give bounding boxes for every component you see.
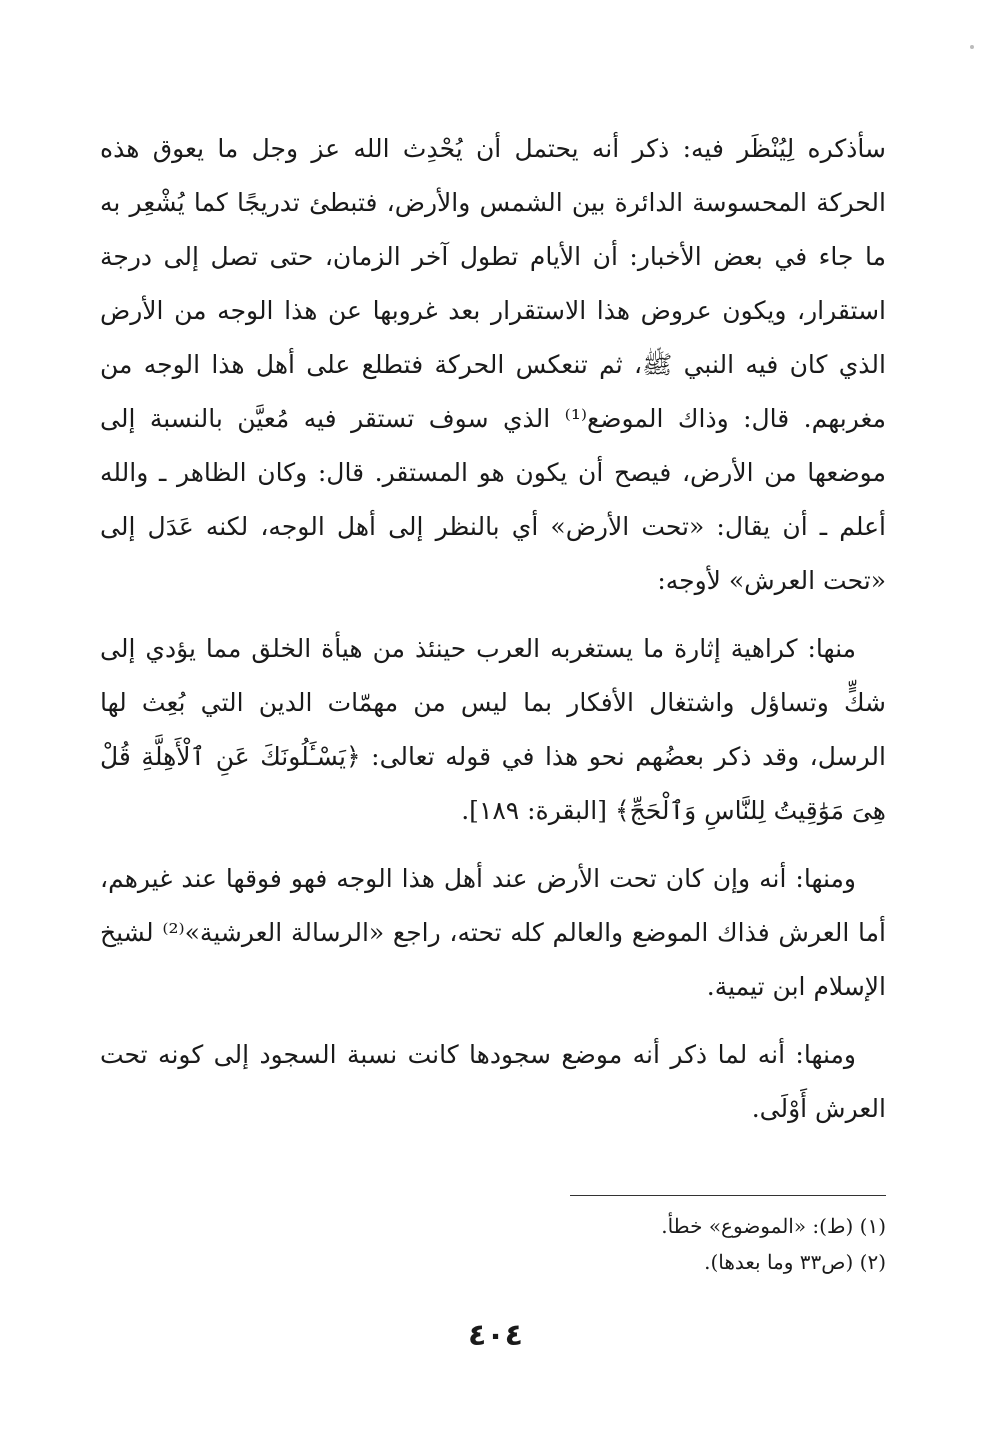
- footnote: (١) (ط): «الموضوع» خطأ.: [661, 1214, 886, 1238]
- paragraph: سأذكره لِيُنْظَر فيه: ذكر أنه يحتمل أن يُحْدِث الله عز وجل ما يعوق هذه الحركة المحسوسة الدائرة بين الشمس والأرض، فتبطئ تدريجًا كما يُشْعِر به ما جاء في بعض الأخبار: أن الأيام تطول آخر الزمان، حتى تصل إلى درجة استقرار، ويكون عروض هذا الاستقرار بعد غروبها عن هذا الوجه من الأرض الذي كان فيه النبي ﷺ، ثم تنعكس الحركة فتطلع على أهل هذا الوجه من مغربهم. قال: وذاك الموضع⁽¹⁾ الذي سوف تستقر فيه مُعيَّن بالنسبة إلى موضعها من الأرض، فيصح أن يكون هو المستقر. قال: وكان الظاهر ـ والله أعلم ـ أن يقال: «تحت الأرض» أي بالنظر إلى أهل الوجه، لكنه عَدَل إلى «تحت العرش» لأوجه:: [100, 134, 886, 595]
- main-text: [100, 122, 886, 1136]
- scan-speck: [970, 45, 974, 49]
- paragraph: ومنها: أنه لما ذكر أنه موضع سجودها كانت نسبة السجود إلى كونه تحت العرش أَوْلَى.: [100, 1040, 886, 1123]
- footnote: (٢) (ص٣٣ وما بعدها).: [704, 1250, 886, 1274]
- footnotes: [500, 1208, 886, 1280]
- page-number: ٤٠٤: [468, 1318, 523, 1353]
- paragraph: ومنها: أنه وإن كان تحت الأرض عند أهل هذا الوجه فهو فوقها عند غيرهم، أما العرش فذاك الموضع والعالم كله تحته، راجع «الرسالة العرشية»⁽²⁾ لشيخ الإسلام ابن تيمية.: [100, 864, 886, 1001]
- paragraph: منها: كراهية إثارة ما يستغربه العرب حينئذ من هيأة الخلق مما يؤدي إلى شكٍّ وتساؤل واشتغال الأفكار بما ليس من مهمّات الدين التي بُعِث لها الرسل، وقد ذكر بعضُهم نحو هذا في قوله تعالى: ﴿يَسْـَٔلُونَكَ عَنِ ٱلْأَهِلَّةِ قُلْ هِىَ مَوَٰقِيتُ لِلنَّاسِ وَٱلْحَجِّ﴾ [البقرة: ١٨٩].: [100, 634, 886, 825]
- footnote-divider: [570, 1195, 886, 1196]
